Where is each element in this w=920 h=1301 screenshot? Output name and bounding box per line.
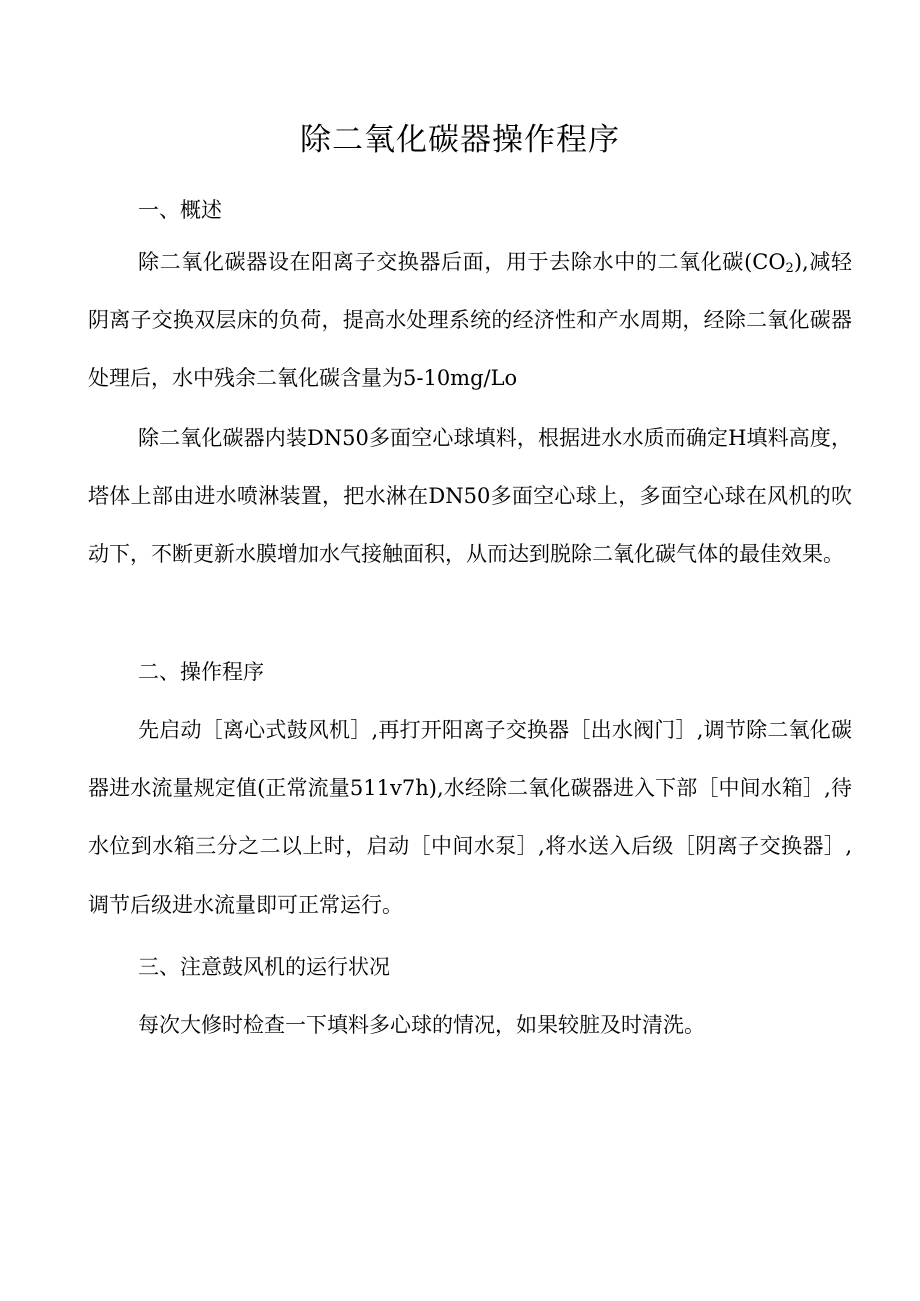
section-heading-procedure: 二、操作程序 — [138, 660, 264, 684]
section-heading-overview: 一、概述 — [138, 198, 222, 222]
document-title: 除二氧化碳器操作程序 — [300, 122, 620, 158]
paragraph-text: ),减轻阴离子交换双层床的负荷，提高水处理系统的经济性和产水周期，经除二氧化碳器处理后，水中残余二氧化碳含量为5-10mg/Lo — [88, 250, 852, 391]
paragraph-procedure-steps: 先启动［离心式鼓风机］,再打开阳离子交换器［出水阀门］,调节除二氧化碳器进水流量规定值(正常流量511v7h),水经除二氧化碳器进入下部［中间水箱］,待水位到水箱三分之二以上时，启动［中间水泵］,将水送入后级［阴离子交换器］,调节后级进水流量即可正常运行。 — [88, 718, 852, 917]
paragraph-blower-maintenance: 每次大修时检查一下填料多心球的情况，如果较脏及时清洗。 — [138, 1013, 705, 1037]
paragraph-text: 除二氧化碳器设在阳离子交换器后面，用于去除水中的二氧化碳(CO — [138, 250, 786, 274]
subscript-two: 2 — [785, 261, 794, 276]
paragraph-overview-purpose — [88, 233, 852, 408]
section-heading-blower: 三、注意鼓风机的运行状况 — [138, 955, 390, 979]
paragraph-overview-packing: 除二氧化碳器内装DN50多面空心球填料，根据进水水质而确定H填料高度，塔体上部由进水喷淋装置，把水淋在DN50多面空心球上，多面空心球在风机的吹动下，不断更新水膜增加水气接触面积，从而达到脱除二氧化碳气体的最佳效果。 — [88, 426, 852, 567]
